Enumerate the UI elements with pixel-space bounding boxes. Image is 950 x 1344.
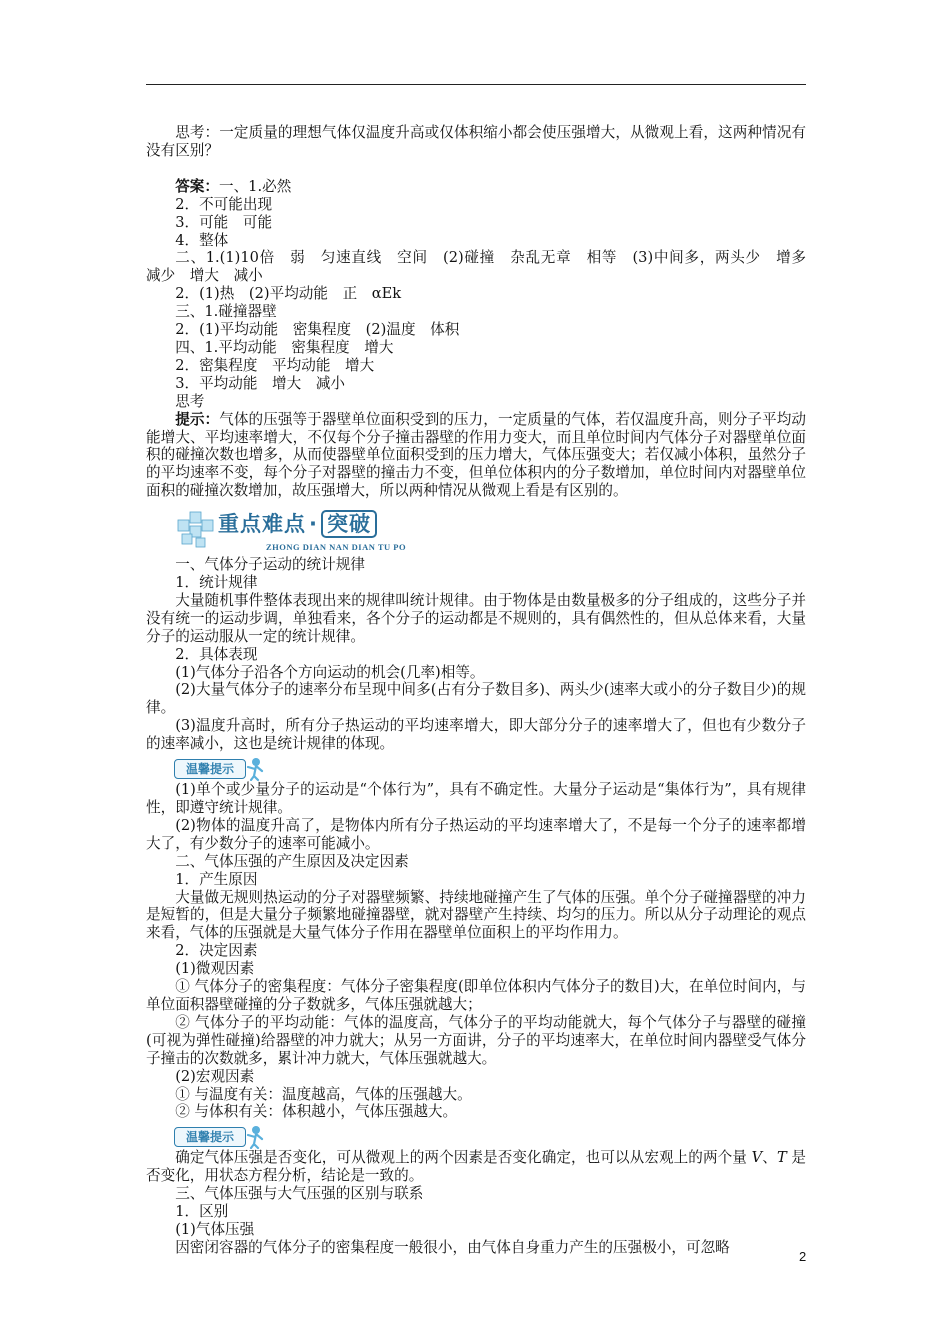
hint-paragraph: 提示：气体的压强等于器壁单位面积受到的压力，一定质量的气体，若仅温度升高，则分子平均动能增大、平均速率增大，不仅每个分子撞击器壁的作用力变大，而且单位时间内气体分子对器壁单位面积的碰撞次数也增多，从而使器壁单位面积受到的压力增大，气体压强变大；若仅减小体积，虽然分子的平均速率不变，每个分子对器壁的撞击力不变，但单位体积内的分子数增加，单位时间内对器壁单位面积的碰撞次数增加，故压强增大，所以两种情况从微观上看是有区别的。 bbox=[146, 410, 806, 500]
section1-item-1: (1)气体分子沿各个方向运动的机会(几率)相等。 bbox=[175, 663, 485, 681]
pointing-figure-icon bbox=[242, 755, 270, 781]
answer-line-2: 2．不可能出现 bbox=[175, 195, 273, 213]
section1-heading: 一、气体分子运动的统计规律 bbox=[175, 556, 365, 574]
answer-line-4: 4．整体 bbox=[175, 231, 229, 249]
section1-item-3: (3)温度升高时，所有分子热运动的平均速率增大，即大部分分子的速率增大了，但也有少数分子的速率减小，这也是统计规律的体现。 bbox=[146, 717, 806, 753]
section2-sub1: 1．产生原因 bbox=[175, 870, 258, 888]
answer-line-7: 三、1.碰撞器壁 bbox=[175, 303, 277, 321]
tip-label-2: 温馨提示 bbox=[174, 1127, 246, 1147]
section2-macro: (2)宏观因素 bbox=[175, 1067, 255, 1085]
answer-line-11: 3．平均动能 增大 减小 bbox=[175, 374, 346, 392]
answer-line-12: 思考 bbox=[175, 392, 205, 410]
think-question: 思考：一定质量的理想气体仅温度升高或仅体积缩小都会使压强增大，从微观上看，这两种情况有没有区别？ bbox=[146, 124, 806, 159]
tip1-line-2: (2)物体的温度升高了，是物体内所有分子热运动的平均速率增大了，不是每一个分子的速率都增大了，有少数分子的速率可能减小。 bbox=[146, 816, 806, 852]
pointing-figure-icon bbox=[242, 1123, 270, 1149]
page-number: 2 bbox=[799, 1249, 807, 1264]
section3-heading: 三、气体压强与大气压强的区别与联系 bbox=[175, 1185, 424, 1203]
answer-line-9: 四、1.平均动能 密集程度 增大 bbox=[175, 338, 394, 356]
page-body bbox=[146, 124, 821, 1257]
answer-line-1: 答案：一、1.必然 bbox=[175, 177, 292, 195]
section2-micro: (1)微观因素 bbox=[175, 960, 255, 978]
section1-p1: 大量随机事件整体表现出来的规律叫统计规律。由于物体是由数量极多的分子组成的，这些分子并没有统一的运动步调，单独看来，各个分子的运动都是不规则的，具有偶然性的，但从总体来看，大量分子的运动服从一定的统计规律。 bbox=[146, 591, 806, 645]
key-points-banner bbox=[174, 506, 806, 556]
banner-pinyin: ZHONG DIAN NAN DIAN TU PO bbox=[266, 542, 407, 553]
section1-sub2: 2．具体表现 bbox=[175, 645, 258, 663]
section2-sub2: 2．决定因素 bbox=[175, 942, 258, 960]
section2-macro-1: ① 与温度有关：温度越高，气体的压强越大。 bbox=[175, 1085, 472, 1103]
answer-label: 答案： bbox=[175, 177, 219, 195]
section3-sub1a: (1)气体压强 bbox=[175, 1220, 255, 1238]
header-rule bbox=[146, 84, 806, 85]
section2-micro-2: ② 气体分子的平均动能：气体的温度高，气体分子的平均动能就大，每个气体分子与器壁的碰撞(可视为弹性碰撞)给器壁的冲力就大；从另一方面讲，分子的平均速率大，在单位时间内器壁受气体分子撞击的次数就多，累计冲力就大，气体压强就越大。 bbox=[146, 1013, 806, 1067]
banner-title: 重点难点 · 突破 bbox=[218, 510, 377, 538]
section2-micro-1: ① 气体分子的密集程度：气体分子密集程度(即单位体积内气体分子的数目)大，在单位时间内，与单位面积器壁碰撞的分子数就多，气体压强就越大； bbox=[146, 978, 806, 1013]
section2-p1: 大量做无规则热运动的分子对器壁频繁、持续地碰撞产生了气体的压强。单个分子碰撞器壁的冲力是短暂的，但是大量分子频繁地碰撞器壁，就对器壁产生持续、均匀的压力。所以从分子动理论的观点来看，气体的压强就是大量气体分子作用在器壁单位面积上的平均作用力。 bbox=[146, 888, 806, 942]
section3-sub1: 1．区别 bbox=[175, 1203, 229, 1221]
answer-line-8: 2．(1)平均动能 密集程度 (2)温度 体积 bbox=[175, 321, 460, 339]
section1-sub1: 1．统计规律 bbox=[175, 574, 258, 592]
hint-label: 提示： bbox=[175, 410, 220, 428]
answer-line-10: 2．密集程度 平均动能 增大 bbox=[175, 356, 375, 374]
tip1-line-1: (1)单个或少量分子的运动是“个体行为”，具有不确定性。大量分子运动是“集体行为”，具有规律性，即遵守统计规律。 bbox=[146, 781, 806, 816]
section2-heading: 二、气体压强的产生原因及决定因素 bbox=[175, 852, 409, 870]
answer-line-5: 二、1.(1)10倍 弱 匀速直线 空间 (2)碰撞 杂乱无章 相等 (3)中间多，两头少 增多 减少 增大 减小 bbox=[146, 249, 821, 285]
section2-macro-2: ② 与体积有关：体积越小，气体压强越大。 bbox=[175, 1103, 458, 1121]
tip-label-1: 温馨提示 bbox=[174, 759, 246, 779]
answer-line-3: 3．可能 可能 bbox=[175, 213, 273, 231]
answer-line-6: 2．(1)热 (2)平均动能 正 αEk bbox=[175, 285, 402, 303]
tip-badge-2 bbox=[174, 1123, 806, 1149]
section3-p1: 因密闭容器的气体分子的密集程度一般很小，由气体自身重力产生的压强极小，可忽略 bbox=[175, 1238, 730, 1256]
tip2-paragraph: 确定气体压强是否变化，可从微观上的两个因素是否变化确定，也可以从宏观上的两个量 V、T 是否变化，用状态方程分析，结论是一致的。 bbox=[146, 1149, 807, 1185]
section1-item-2: (2)大量气体分子的速率分布呈现中间多(占有分子数目多)、两头少(速率大或小的分子数目少)的规律。 bbox=[146, 681, 806, 717]
tip-badge-1 bbox=[174, 755, 806, 781]
